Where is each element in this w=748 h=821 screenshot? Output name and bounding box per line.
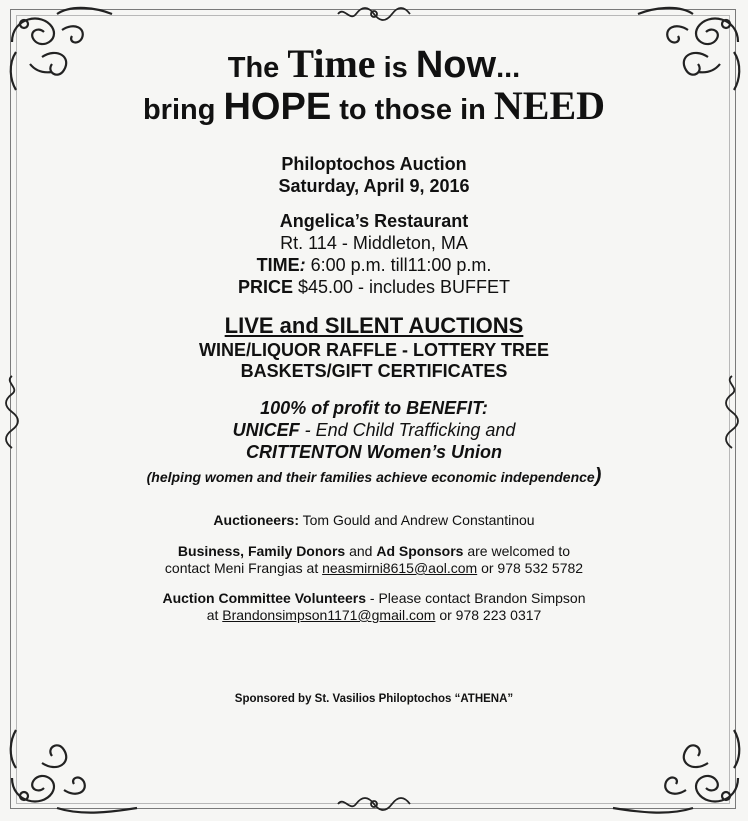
benefit-unicef-text: - End Child Trafficking and: [299, 420, 516, 440]
time-colon: :: [299, 255, 306, 275]
volunteers-label: Auction Committee Volunteers: [162, 590, 367, 606]
time-value: 6:00 p.m. till11:00 p.m.: [305, 255, 492, 275]
headline-hope: HOPE: [223, 86, 332, 128]
auctioneers-label: Auctioneers:: [213, 512, 299, 528]
donors-contact-text: contact Meni Frangias at: [164, 560, 323, 576]
benefit-note: [0, 465, 748, 488]
headline-text: is: [375, 52, 416, 84]
benefit-line-2: [0, 420, 748, 441]
headline-text: The: [227, 52, 288, 84]
donors-phone: or 978 532 5782: [477, 560, 584, 576]
event-address: Rt. 114 - Middleton, MA: [280, 233, 468, 253]
price-value: $45.00 - includes BUFFET: [292, 277, 511, 297]
headline-text: bring: [142, 94, 224, 126]
donors-line-1: [0, 543, 748, 559]
auctions-line-2: BASKETS/GIFT CERTIFICATES: [240, 361, 508, 381]
donors-email-link[interactable]: neasmirni8615@aol.com: [322, 560, 478, 576]
bottom-center-scroll-icon: [334, 794, 414, 814]
headline-now: Now: [415, 44, 497, 86]
top-center-scroll-icon: [334, 4, 414, 24]
benefit-note-paren: ): [594, 465, 602, 487]
benefit-note-text: (helping women and their families achieve economic independence: [146, 469, 595, 485]
event-time: [0, 255, 748, 276]
donors-bold-1: Business, Family Donors: [177, 543, 346, 559]
auctions-title: LIVE and SILENT AUCTIONS: [224, 313, 524, 338]
bottom-right-flourish-icon: [608, 728, 748, 818]
headline-ellipsis: ...: [496, 52, 521, 84]
headline-line-2: [0, 82, 748, 129]
headline-line-1: [0, 40, 748, 87]
headline-text: to those in: [331, 94, 494, 126]
volunteers-email-link[interactable]: Brandonsimpson1171@gmail.com: [222, 607, 436, 623]
event-price: [0, 277, 748, 298]
donors-text-2: are welcomed to: [463, 543, 571, 559]
sponsor-line: Sponsored by St. Vasilios Philoptochos “ATHENA”: [234, 693, 514, 705]
time-label: TIME: [256, 255, 300, 275]
benefit-crittenton: CRITTENTON Women’s Union: [245, 442, 502, 462]
volunteers-line-1: [0, 590, 748, 606]
volunteers-line-2: [0, 607, 748, 623]
donors-bold-2: Ad Sponsors: [376, 543, 464, 559]
benefit-unicef: UNICEF: [232, 420, 300, 440]
headline-need: NEED: [493, 83, 606, 128]
event-date: Saturday, April 9, 2016: [278, 176, 470, 196]
donors-text-1: and: [345, 543, 377, 559]
auctions-line-1: WINE/LIQUOR RAFFLE - LOTTERY TREE: [199, 340, 549, 360]
volunteers-contact-text: at: [206, 607, 223, 623]
event-venue: Angelica’s Restaurant: [279, 211, 469, 231]
volunteers-phone: or 978 223 0317: [435, 607, 542, 623]
price-label: PRICE: [237, 277, 293, 297]
auctioneers: [0, 512, 748, 528]
volunteers-text: - Please contact Brandon Simpson: [366, 590, 586, 606]
donors-line-2: [0, 560, 748, 576]
benefit-line-1: 100% of profit to BENEFIT:: [260, 398, 488, 418]
bottom-left-flourish-icon: [2, 728, 142, 818]
auctioneers-names: Tom Gould and Andrew Constantinou: [299, 512, 535, 528]
event-name: Philoptochos Auction: [281, 154, 467, 174]
headline-time: Time: [287, 41, 376, 86]
